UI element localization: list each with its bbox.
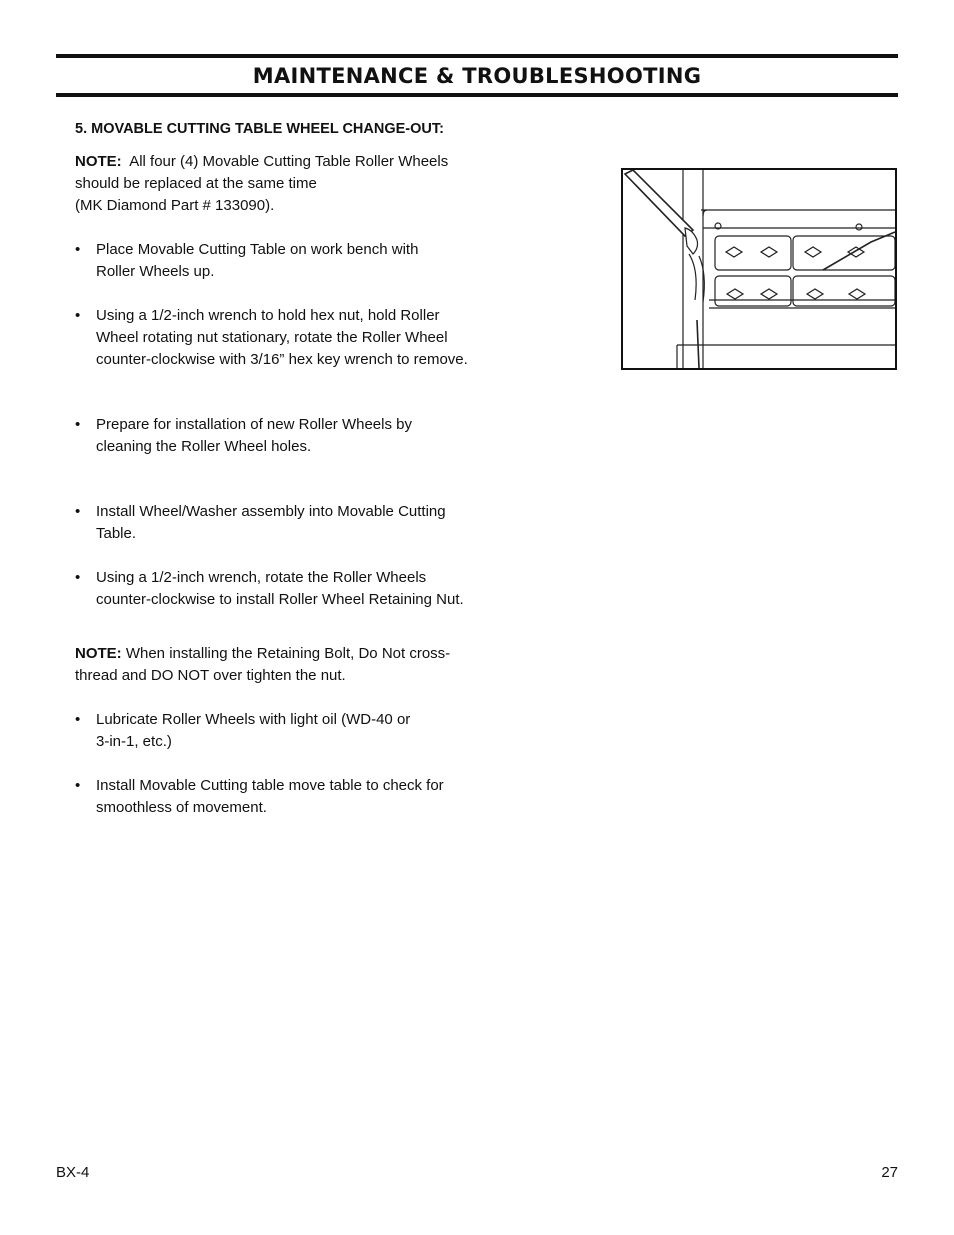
list-item [75,775,495,819]
list-item-line: Lubricate Roller Wheels with light oil (WD-40 or [96,711,411,728]
bullet-symbol: • [75,777,81,794]
bullet-symbol: • [75,711,81,728]
note-text: All four (4) Movable Cutting Table Roller Wheels [129,153,449,170]
note-label: NOTE: [75,645,122,662]
list-item-line: smoothless of movement. [96,799,267,816]
model-label: BX-4 [56,1164,90,1181]
note-line: (MK Diamond Part # 133090). [75,197,275,214]
bullet-symbol: • [75,307,81,324]
list-item-line: counter-clockwise to install Roller Wheel Retaining Nut. [96,591,464,608]
list-item-line: counter-clockwise with 3/16” hex key wrench to remove. [96,351,468,368]
bullet-symbol: • [75,569,81,586]
list-item-line: Using a 1/2-inch wrench, rotate the Roller Wheels [96,569,427,586]
header-top-rule [56,54,898,58]
list-item [75,567,495,611]
list-item [75,239,495,283]
bullet-symbol: • [75,503,81,520]
note-label: NOTE: [75,153,122,170]
page-title: MAINTENANCE & TROUBLESHOOTING [252,64,702,88]
note-line: thread and DO NOT over tighten the nut. [75,667,346,684]
instructions-column [75,118,495,841]
list-item-line: Place Movable Cutting Table on work bench with [96,241,419,258]
section-heading: 5. MOVABLE CUTTING TABLE WHEEL CHANGE-OUT: [75,121,444,137]
list-item-line: 3-in-1, etc.) [96,733,172,750]
page-number: 27 [881,1164,898,1181]
list-item-line: Install Wheel/Washer assembly into Movable Cutting [96,503,446,520]
note-retaining-bolt [75,643,495,687]
bullet-symbol: • [75,416,81,433]
list-item [75,414,495,458]
list-item-line: Wheel rotating nut stationary, rotate the Roller Wheel [96,329,448,346]
note-text: When installing the Retaining Bolt, Do Not cross- [125,645,451,662]
list-item-line: Roller Wheels up. [96,263,215,280]
header-bottom-rule [56,93,898,97]
note-line: should be replaced at the same time [75,175,317,192]
list-item [75,305,495,371]
bullet-symbol: • [75,241,81,258]
list-item [75,501,495,545]
list-item-line: Install Movable Cutting table move table to check for [96,777,444,794]
list-item [75,709,495,753]
list-item-line: Using a 1/2-inch wrench to hold hex nut, hold Roller [96,307,440,324]
note-replace-all [75,151,495,217]
wheel-changeout-illustration [621,168,897,370]
list-item-line: cleaning the Roller Wheel holes. [96,438,312,455]
note-line [75,151,495,173]
list-item-line: Prepare for installation of new Roller Wheels by [96,416,412,433]
note-line [75,643,495,665]
list-item-line: Table. [96,525,137,542]
